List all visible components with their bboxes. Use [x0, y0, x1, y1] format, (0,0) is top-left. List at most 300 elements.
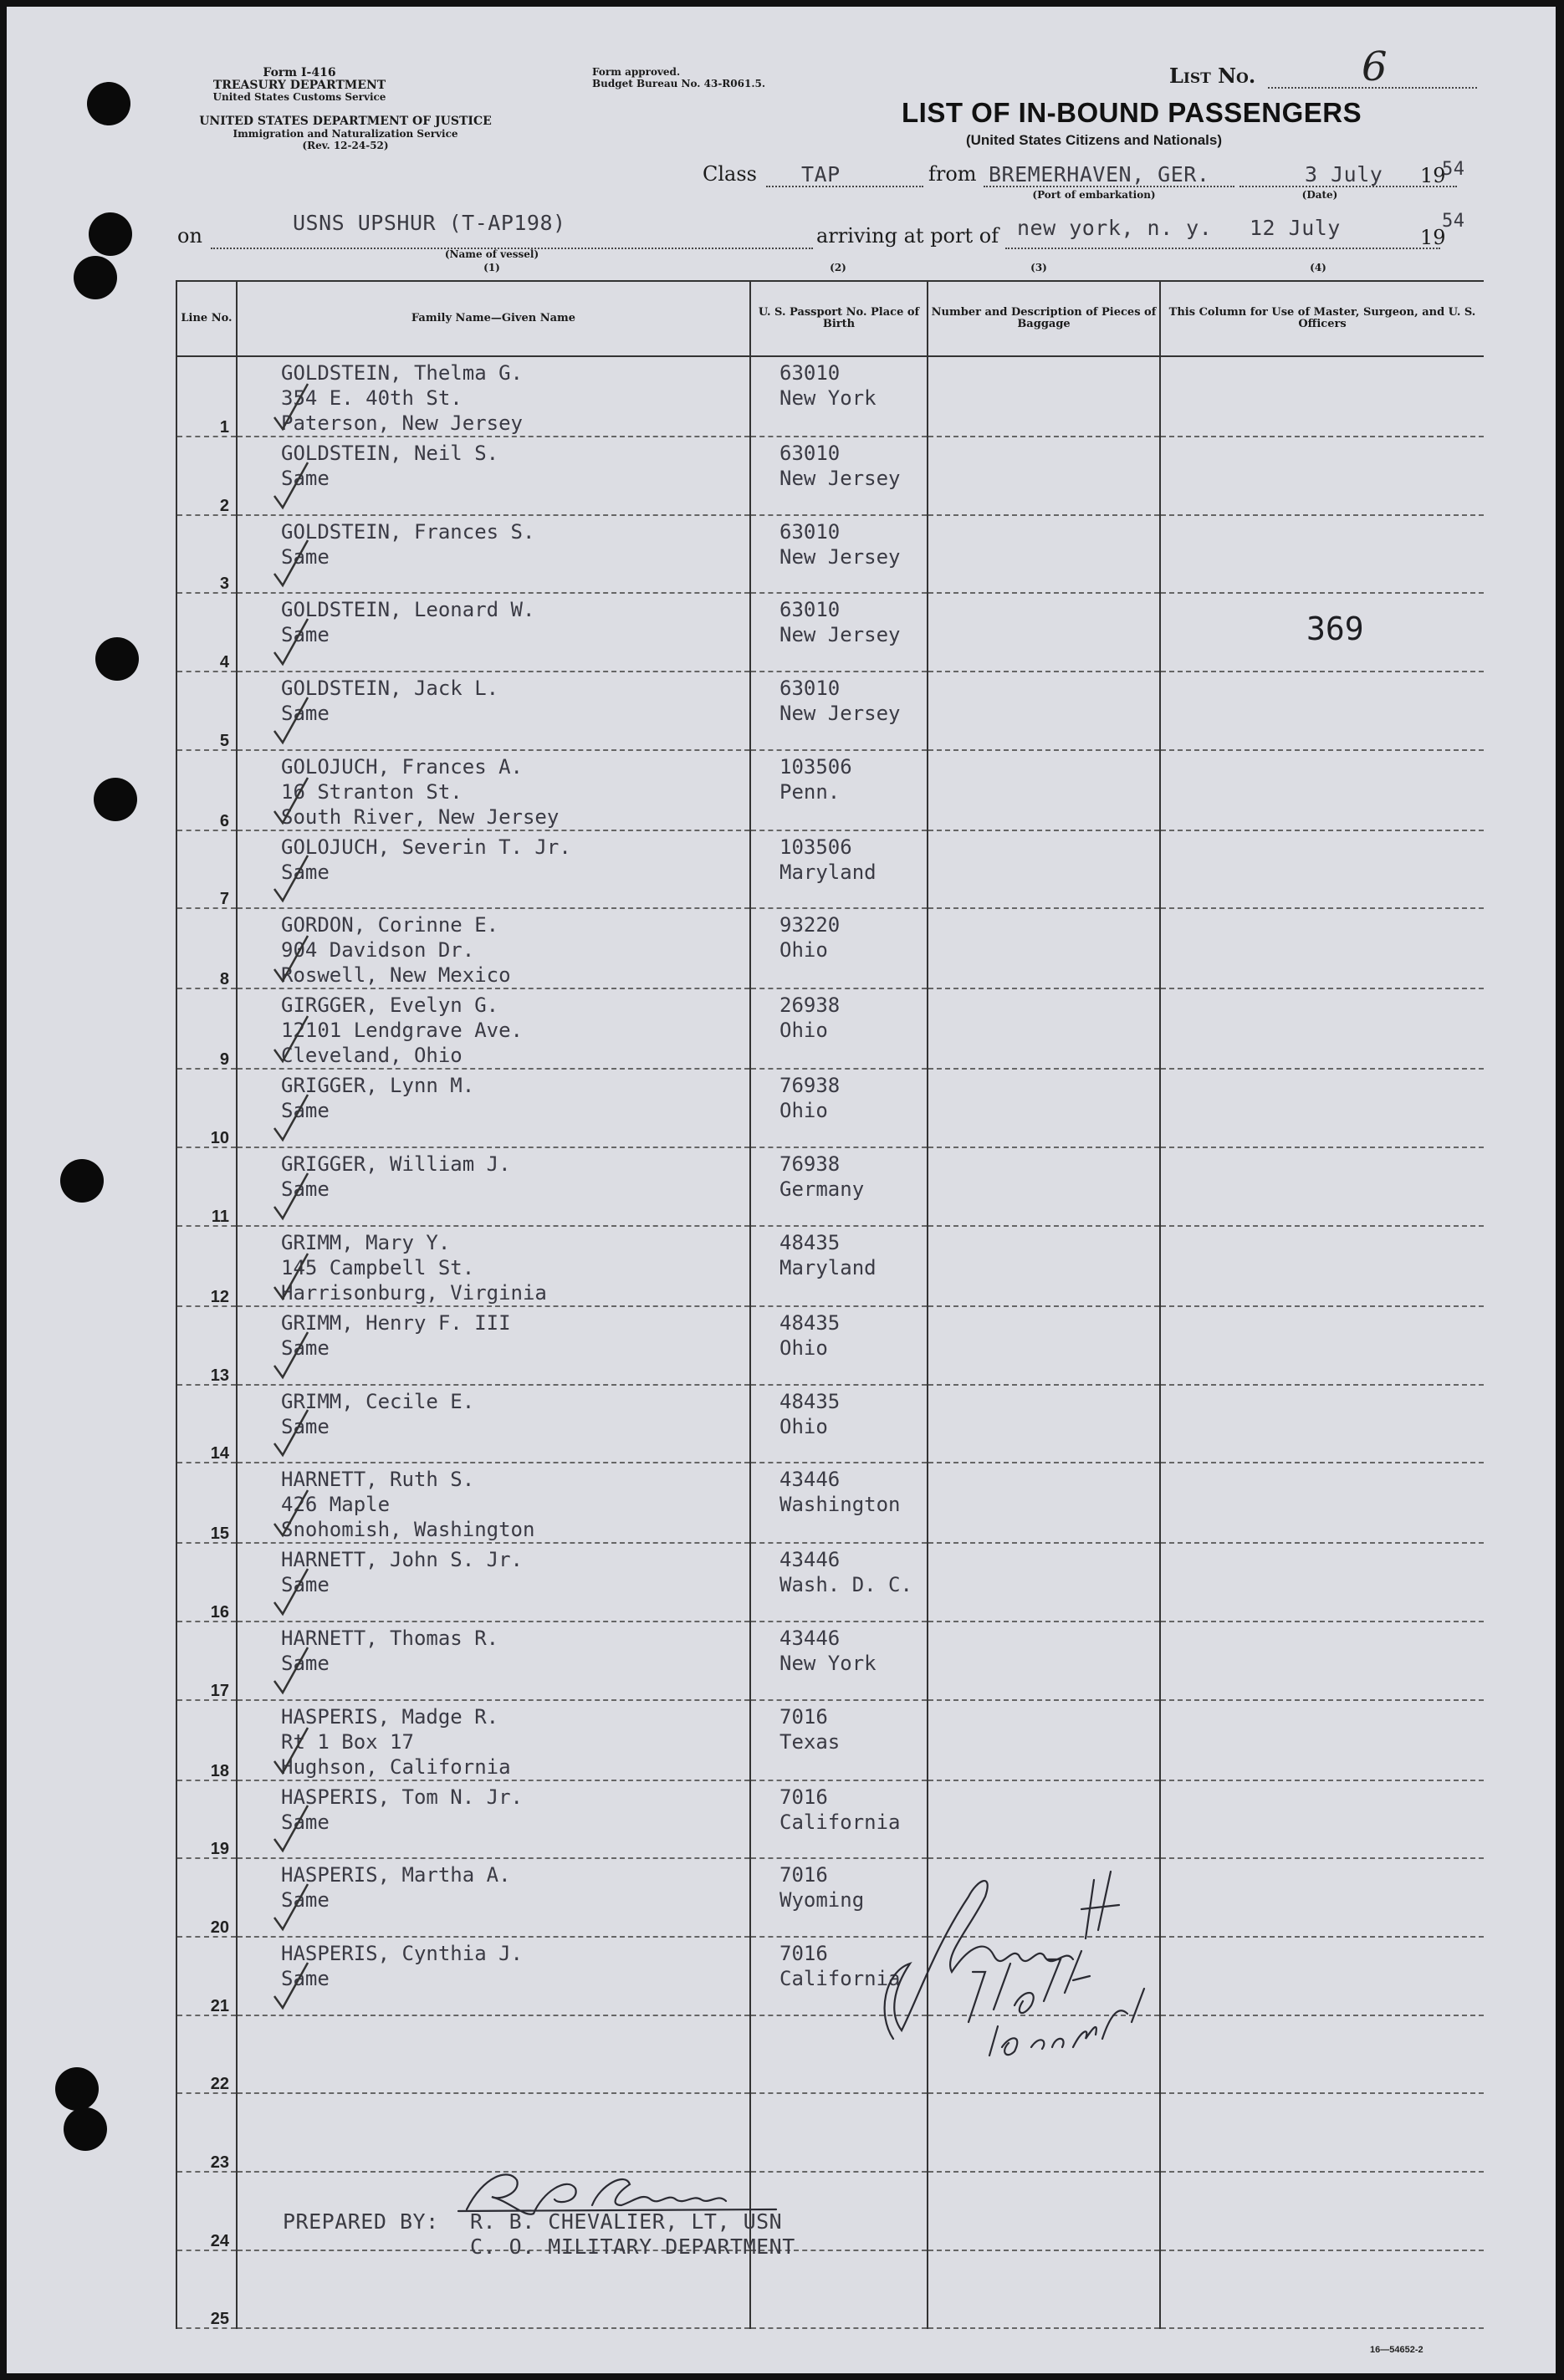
line-number: 19 — [210, 1840, 229, 1859]
baggage-cell — [928, 2093, 1160, 2172]
passport-cell — [750, 672, 928, 750]
passport-cell — [750, 988, 928, 1069]
checkmark-icon — [271, 1565, 311, 1617]
table-row — [176, 672, 1484, 750]
checkmark-icon — [271, 1407, 311, 1458]
passport-cell — [750, 356, 928, 437]
header-passport: U. S. Passport No. Place of Birth — [750, 281, 928, 356]
baggage-cell — [928, 2172, 1160, 2250]
place-of-birth: Penn. — [779, 779, 841, 804]
officer-use-cell — [1160, 1622, 1484, 1700]
place-of-birth: New Jersey — [779, 467, 901, 490]
table-row — [176, 1700, 1484, 1780]
line-number-cell — [176, 1622, 237, 1700]
passenger-name: HASPERIS, Tom N. Jr. — [281, 1785, 523, 1809]
passenger-name-cell — [237, 1543, 750, 1622]
officer-use-cell — [1160, 2015, 1484, 2094]
table-row — [176, 1385, 1484, 1463]
line-number-cell — [176, 1700, 237, 1780]
passenger-address-line: Same — [281, 1573, 330, 1597]
checkmark-icon — [271, 459, 311, 511]
checkmark-icon — [271, 537, 311, 589]
checkmark-icon — [271, 1881, 311, 1933]
passport-cell — [750, 830, 928, 909]
officer-use-cell — [1160, 750, 1484, 830]
line-number: 18 — [210, 1761, 229, 1780]
justice-dept: UNITED STATES DEPARTMENT OF JUSTICE — [199, 115, 492, 128]
passenger-name: GOLDSTEIN, Frances S. — [281, 519, 535, 544]
line-number: 6 — [219, 811, 229, 830]
passenger-name-cell — [237, 2015, 750, 2094]
handwritten-inspector-note — [843, 1846, 1194, 2064]
officer-use-cell — [1160, 988, 1484, 1069]
passenger-address-line: Roswell, New Mexico — [281, 963, 511, 988]
table-row — [176, 1937, 1484, 2015]
passenger-address-line: Paterson, New Jersey — [281, 411, 523, 435]
checkmark-icon — [271, 852, 311, 904]
line-number: 3 — [219, 575, 229, 594]
place-of-birth: Maryland — [779, 1255, 877, 1279]
passport-cell — [750, 750, 928, 830]
passenger-address-line: Same — [281, 1414, 330, 1438]
punch-hole — [55, 2067, 99, 2111]
passenger-name-cell — [237, 1622, 750, 1700]
line-number: 9 — [219, 1050, 229, 1070]
officer-use-cell — [1160, 1937, 1484, 2015]
footer-form-code: 16—54652-2 — [1370, 2345, 1423, 2355]
place-of-birth: Wyoming — [779, 1888, 865, 1913]
passport-number: 93220 — [779, 913, 841, 937]
prepared-by-name: R. B. CHEVALIER, LT, USN — [470, 2209, 783, 2234]
baggage-cell — [928, 515, 1160, 594]
table-row — [176, 1543, 1484, 1622]
passport-number: 63010 — [779, 361, 841, 385]
baggage-cell — [928, 1147, 1160, 1226]
officer-use-cell — [1160, 908, 1484, 988]
table-row — [176, 1622, 1484, 1700]
passenger-address-line: Same — [281, 467, 330, 490]
passenger-address-line: 145 Campbell St. — [281, 1255, 475, 1279]
passenger-name: GORDON, Corinne E. — [281, 913, 499, 937]
passenger-name-cell — [237, 1226, 750, 1306]
class-label: Class — [703, 162, 757, 186]
line-number: 12 — [210, 1287, 229, 1306]
table-row — [176, 1463, 1484, 1543]
baggage-cell — [928, 830, 1160, 909]
table-row — [176, 515, 1484, 594]
baggage-cell — [928, 672, 1160, 750]
passenger-name-cell — [237, 1306, 750, 1385]
port-caption: (Port of embarkation) — [1032, 189, 1156, 201]
line-number-cell — [176, 1780, 237, 1859]
passenger-address-line: Cleveland, Ohio — [281, 1044, 463, 1068]
vessel-caption: (Name of vessel) — [444, 248, 539, 260]
table-row — [176, 750, 1484, 830]
form-approved: Form approved. — [592, 66, 681, 78]
line-number-cell — [176, 1147, 237, 1226]
passport-number: 63010 — [779, 442, 841, 465]
arrival-year-prefix: 19 — [1420, 226, 1446, 249]
table-row — [176, 1147, 1484, 1226]
passenger-name: GOLOJUCH, Severin T. Jr. — [281, 835, 571, 859]
passenger-address-line: Same — [281, 544, 330, 569]
officer-use-cell — [1160, 356, 1484, 437]
passport-cell — [750, 2250, 928, 2329]
table-row — [176, 1306, 1484, 1385]
table-row — [176, 1226, 1484, 1306]
table-row — [176, 437, 1484, 515]
passenger-address-line: Same — [281, 1099, 330, 1123]
passenger-name-cell — [237, 2250, 750, 2329]
line-number: 11 — [211, 1207, 229, 1226]
line-number-cell — [176, 830, 237, 909]
passport-cell — [750, 1700, 928, 1780]
list-no-label: List No. — [1169, 64, 1256, 88]
form-number: Form I-416 — [263, 66, 336, 79]
checkmark-icon — [271, 1959, 311, 2011]
passenger-name-cell — [237, 593, 750, 672]
passenger-name: HARNETT, Thomas R. — [281, 1626, 499, 1650]
passport-number: 7016 — [779, 1785, 828, 1809]
baggage-cell — [928, 1700, 1160, 1780]
line-number-cell — [176, 2250, 237, 2329]
baggage-cell — [928, 2250, 1160, 2329]
passenger-name: GOLDSTEIN, Jack L. — [281, 677, 499, 701]
officer-use-cell — [1160, 1463, 1484, 1543]
passport-number: 7016 — [779, 1941, 828, 1965]
place-of-birth: Ohio — [779, 938, 828, 963]
punch-hole — [74, 256, 117, 299]
arrival-year-suffix: 54 — [1442, 211, 1465, 232]
line-number: 8 — [219, 970, 229, 989]
passport-number: 63010 — [779, 677, 841, 701]
line-number: 16 — [210, 1602, 229, 1622]
place-of-birth: Germany — [779, 1177, 865, 1202]
passport-number: 43446 — [779, 1548, 841, 1572]
place-of-birth: California — [779, 1810, 901, 1834]
table-row — [176, 593, 1484, 672]
line-number-cell — [176, 908, 237, 988]
place-of-birth: California — [779, 1966, 901, 1990]
passenger-name-cell — [237, 1780, 750, 1859]
passenger-name-cell — [237, 1937, 750, 2015]
baggage-cell — [928, 1226, 1160, 1306]
place-of-birth: Ohio — [779, 1414, 828, 1438]
passenger-name: GIRGGER, Evelyn G. — [281, 993, 499, 1018]
prepared-by-label: PREPARED BY: — [283, 2209, 439, 2234]
table-row — [176, 1780, 1484, 1859]
baggage-cell — [928, 988, 1160, 1069]
passenger-name-cell — [237, 830, 750, 909]
checkmark-icon — [271, 1013, 311, 1065]
officer-use-cell — [1160, 1306, 1484, 1385]
arrival-port: new york, n. y. — [1017, 216, 1213, 240]
checkmark-icon — [271, 615, 311, 667]
passport-cell — [750, 908, 928, 988]
passenger-address-line: 426 Maple — [281, 1493, 391, 1517]
passport-number: 48435 — [779, 1389, 841, 1413]
baggage-cell — [928, 1622, 1160, 1700]
passenger-address-line: Same — [281, 623, 330, 647]
checkmark-icon — [271, 1724, 311, 1776]
passenger-address-line: Rt 1 Box 17 — [281, 1729, 414, 1754]
header-name: Family Name—Given Name — [237, 281, 750, 356]
passenger-name-cell — [237, 1858, 750, 1937]
passenger-name: HASPERIS, Cynthia J. — [281, 1941, 523, 1965]
passport-number: 76938 — [779, 1152, 841, 1177]
page-title: LIST OF IN-BOUND PASSENGERS — [902, 97, 1362, 128]
line-number: 7 — [219, 890, 229, 909]
checkmark-icon — [271, 694, 311, 746]
treasury-dept: TREASURY DEPARTMENT — [212, 79, 386, 92]
line-number-cell — [176, 1543, 237, 1622]
officer-use-cell — [1160, 1069, 1484, 1147]
passport-cell — [750, 437, 928, 515]
passenger-name-cell — [237, 515, 750, 594]
passenger-table — [176, 280, 1484, 2329]
line-number-cell — [176, 750, 237, 830]
table-row — [176, 2015, 1484, 2094]
prepared-by-title: C. O. MILITARY DEPARTMENT — [470, 2234, 795, 2259]
table-row — [176, 830, 1484, 909]
passenger-address-line: Same — [281, 702, 330, 726]
line-number-cell — [176, 593, 237, 672]
passenger-name-cell — [237, 437, 750, 515]
table-row — [176, 2093, 1484, 2172]
checkmark-icon — [271, 1802, 311, 1854]
baggage-cell — [928, 356, 1160, 437]
baggage-cell — [928, 1543, 1160, 1622]
baggage-cell — [928, 750, 1160, 830]
place-of-birth: New York — [779, 386, 877, 410]
passport-cell — [750, 1306, 928, 1385]
vessel-name: USNS UPSHUR (T-AP198) — [293, 211, 566, 235]
passenger-address-line: Same — [281, 1177, 330, 1202]
departure-date: 3 July — [1305, 162, 1383, 186]
table-row — [176, 1858, 1484, 1937]
officer-use-cell — [1160, 2093, 1484, 2172]
passport-number: 48435 — [779, 1310, 841, 1335]
baggage-cell — [928, 593, 1160, 672]
passenger-name: GRIMM, Mary Y. — [281, 1230, 451, 1254]
arrival-date: 12 July — [1250, 216, 1341, 240]
line-number: 1 — [219, 418, 229, 437]
line-number: 4 — [219, 653, 229, 672]
passenger-name: HASPERIS, Martha A. — [281, 1863, 511, 1887]
line-number-cell — [176, 2093, 237, 2172]
line-number-cell — [176, 1306, 237, 1385]
line-number-cell — [176, 1226, 237, 1306]
passport-number: 43446 — [779, 1468, 841, 1492]
passenger-name: GRIGGER, William J. — [281, 1152, 511, 1177]
passport-cell — [750, 1543, 928, 1622]
officer-use-cell — [1160, 515, 1484, 594]
passport-number: 63010 — [779, 598, 841, 622]
table-row — [176, 988, 1484, 1069]
revision: (Rev. 12-24-52) — [302, 140, 389, 151]
checkmark-icon — [271, 1487, 311, 1539]
passport-cell — [750, 1385, 928, 1463]
line-number-cell — [176, 2015, 237, 2094]
line-number: 14 — [210, 1444, 229, 1463]
passenger-name: GOLDSTEIN, Leonard W. — [281, 598, 535, 622]
officer-use-cell — [1160, 2250, 1484, 2329]
passenger-name-cell — [237, 1385, 750, 1463]
passenger-name-cell — [237, 988, 750, 1069]
departure-year-suffix: 54 — [1442, 159, 1465, 180]
checkmark-icon — [271, 1644, 311, 1696]
punch-hole — [89, 212, 132, 256]
line-number: 15 — [210, 1525, 229, 1544]
passenger-address-line: Snohomish, Washington — [281, 1518, 535, 1542]
line-number: 17 — [210, 1681, 229, 1700]
date-caption: (Date) — [1301, 189, 1338, 201]
line-number: 13 — [210, 1366, 229, 1385]
officer-use-cell — [1160, 672, 1484, 750]
col-caption-2: (2) — [830, 262, 846, 273]
line-number: 21 — [210, 1996, 229, 2015]
place-of-birth: New York — [779, 1651, 877, 1675]
list-no-value: 6 — [1362, 43, 1388, 90]
document-page — [7, 7, 1556, 2373]
passenger-name: HARNETT, Ruth S. — [281, 1468, 475, 1492]
place-of-birth: Texas — [779, 1729, 841, 1754]
officer-use-cell — [1160, 1226, 1484, 1306]
arriving-label: arriving at port of — [816, 224, 999, 248]
checkmark-icon — [271, 1091, 311, 1143]
passenger-name: GOLOJUCH, Frances A. — [281, 754, 523, 779]
officer-use-cell — [1160, 830, 1484, 909]
ins-service: Immigration and Naturalization Service — [233, 128, 458, 140]
passport-number: 43446 — [779, 1626, 841, 1650]
passenger-name-cell — [237, 356, 750, 437]
passenger-name-cell — [237, 750, 750, 830]
passport-cell — [750, 1463, 928, 1543]
passport-number: 103506 — [779, 754, 852, 779]
line-number-cell — [176, 2172, 237, 2250]
passenger-name-cell — [237, 672, 750, 750]
table-row — [176, 1069, 1484, 1147]
on-label: on — [177, 224, 202, 248]
header-officers: This Column for Use of Master, Surgeon, and U. S. Officers — [1160, 281, 1484, 356]
passenger-name: GRIMM, Henry F. III — [281, 1310, 511, 1335]
header-line-no: Line No. — [176, 281, 237, 356]
line-number: 24 — [210, 2231, 229, 2250]
passenger-address-line: Same — [281, 1966, 330, 1990]
officer-use-cell — [1160, 1543, 1484, 1622]
checkmark-icon — [271, 774, 311, 826]
punch-hole — [60, 1159, 104, 1203]
place-of-birth: Ohio — [779, 1019, 828, 1043]
line-number-cell — [176, 356, 237, 437]
line-number: 25 — [210, 2310, 229, 2329]
place-of-birth: Wash. D. C. — [779, 1573, 912, 1597]
col-caption-1: (1) — [483, 262, 500, 273]
line-number-cell — [176, 1858, 237, 1937]
passenger-address-line: Same — [281, 1336, 330, 1360]
line-number-cell — [176, 437, 237, 515]
passport-number: 103506 — [779, 835, 852, 859]
table-row — [176, 356, 1484, 437]
departure-year-prefix: 19 — [1420, 164, 1446, 187]
place-of-birth: Washington — [779, 1493, 901, 1517]
line-number: 5 — [219, 731, 229, 750]
passport-number: 7016 — [779, 1863, 828, 1887]
checkmark-icon — [271, 1170, 311, 1222]
from-value: BREMERHAVEN, GER. — [989, 162, 1210, 186]
passenger-address-line: 904 Davidson Dr. — [281, 938, 475, 963]
line-number: 22 — [210, 2075, 229, 2094]
punch-hole — [95, 637, 139, 681]
line-number-cell — [176, 988, 237, 1069]
line-number: 23 — [210, 2153, 229, 2172]
checkmark-icon — [271, 380, 311, 432]
customs-service: United States Customs Service — [212, 91, 386, 103]
baggage-cell — [928, 437, 1160, 515]
col-caption-4: (4) — [1310, 262, 1326, 273]
passenger-address-line: 12101 Lendgrave Ave. — [281, 1019, 523, 1043]
place-of-birth: New Jersey — [779, 702, 901, 726]
page-subtitle: (United States Citizens and Nationals) — [965, 132, 1223, 148]
passenger-name: GOLDSTEIN, Thelma G. — [281, 361, 523, 385]
officer-use-cell — [1160, 437, 1484, 515]
line-number: 10 — [210, 1129, 229, 1148]
passenger-address-line: Harrisonburg, Virginia — [281, 1280, 547, 1305]
punch-hole — [87, 82, 130, 125]
from-label: from — [928, 162, 977, 186]
passenger-address-line: 16 Stranton St. — [281, 779, 463, 804]
passenger-address-line: Same — [281, 1810, 330, 1834]
passenger-name-cell — [237, 1463, 750, 1543]
officer-use-cell — [1160, 1858, 1484, 1937]
officer-stamp-number: 369 — [1306, 610, 1364, 647]
baggage-cell — [928, 1306, 1160, 1385]
line-number: 2 — [219, 496, 229, 515]
baggage-cell — [928, 1069, 1160, 1147]
passenger-name: GOLDSTEIN, Neil S. — [281, 442, 499, 465]
passport-number: 63010 — [779, 519, 841, 544]
passenger-name: HARNETT, John S. Jr. — [281, 1548, 523, 1572]
passenger-name-cell — [237, 1147, 750, 1226]
class-value: TAP — [801, 162, 841, 186]
passenger-name-cell — [237, 1069, 750, 1147]
officer-use-cell — [1160, 1385, 1484, 1463]
passport-cell — [750, 1226, 928, 1306]
officer-use-cell — [1160, 1780, 1484, 1859]
budget-bureau: Budget Bureau No. 43-R061.5. — [592, 78, 766, 89]
passenger-name-cell — [237, 908, 750, 988]
place-of-birth: New Jersey — [779, 623, 901, 647]
passport-number: 48435 — [779, 1230, 841, 1254]
punch-hole — [94, 778, 137, 821]
passport-cell — [750, 1147, 928, 1226]
passport-cell — [750, 515, 928, 594]
passenger-name: HASPERIS, Madge R. — [281, 1704, 499, 1729]
place-of-birth: New Jersey — [779, 544, 901, 569]
baggage-cell — [928, 1385, 1160, 1463]
baggage-cell — [928, 1463, 1160, 1543]
passenger-address-line: South River, New Jersey — [281, 804, 560, 829]
place-of-birth: Ohio — [779, 1099, 828, 1123]
passenger-name: GRIGGER, Lynn M. — [281, 1074, 475, 1098]
baggage-cell — [928, 908, 1160, 988]
passport-cell — [750, 1069, 928, 1147]
officer-use-cell — [1160, 1147, 1484, 1226]
officer-use-cell — [1160, 1700, 1484, 1780]
table-row — [176, 908, 1484, 988]
line-number-cell — [176, 515, 237, 594]
passport-cell — [750, 1622, 928, 1700]
